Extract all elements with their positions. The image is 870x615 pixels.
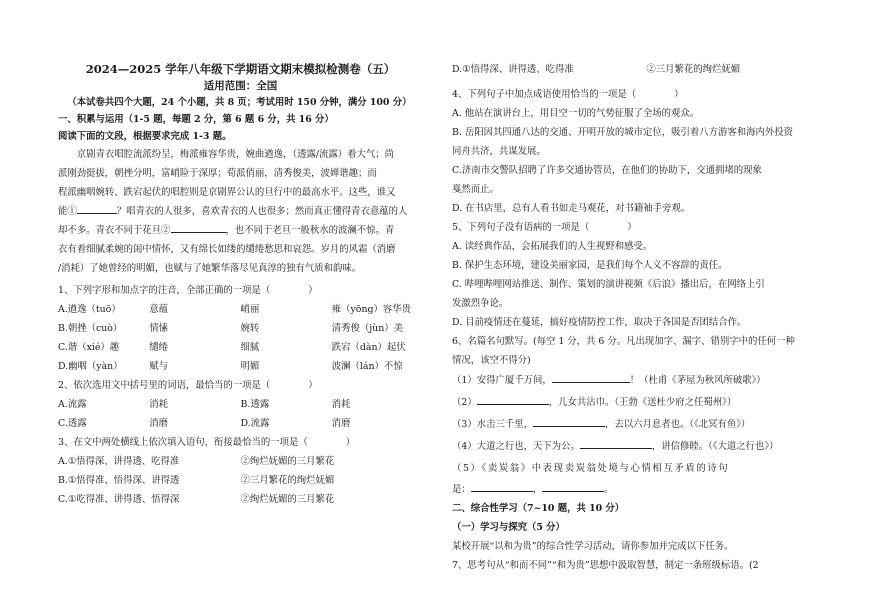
option-text: C. 哔哩哔哩网站推送、制作、策划的演讲视频《后浪》播出后，在网络上引: [452, 279, 765, 290]
option-row: [58, 471, 423, 490]
option-row: [58, 300, 423, 319]
exam-title: 2024—2025 学年八年级下学期语文期末模拟检测卷（五）: [85, 62, 396, 76]
option-text: ②三月繁花的绚烂妩媚: [240, 475, 335, 486]
section-heading-1: 一、积累与运用（1-5 题，每题 2 分，第 6 题 6 分，共 16 分）: [58, 114, 334, 125]
question-stem: 1、下列字形和加点字的注音，全部正确的一项是（: [58, 285, 271, 296]
section-heading-2: 二、综合性学习（7~10 题，共 10 分）: [452, 503, 625, 514]
item-text: ，: [532, 484, 543, 495]
answer-paren: ）: [308, 380, 318, 391]
option-label: B.朝挫（cuò）: [58, 323, 123, 334]
option-row: [58, 357, 423, 376]
option-word: 消磨: [331, 418, 351, 429]
option-text: ②绚烂妩媚的三月繁花: [240, 456, 335, 467]
question-4: [452, 85, 812, 104]
option-word: 婉转: [240, 323, 260, 334]
option-text: C.①吃得准、讲得透、悟得深: [58, 494, 180, 505]
answer-paren: ）: [627, 222, 637, 233]
recitation-blank[interactable]: [477, 393, 549, 405]
question-5: [452, 218, 812, 237]
fill-blank-1[interactable]: [77, 202, 117, 214]
subsection-heading: （一）学习与探究（5 分）: [452, 522, 565, 533]
fill-blank-2[interactable]: [171, 221, 226, 233]
option-word: 消耗: [331, 399, 351, 410]
option-text: D. 目前疫情还在蔓延，搞好疫情防控工作，取决于各国是否团结合作。: [452, 317, 747, 328]
passage-line: 派刚劲挺拔，朝挫分明，富峭险于深厚；荀派俏丽，清秀俊美，波婵谐趣；而: [58, 168, 377, 179]
option-text: C.济南市交警队招聘了许多交通协管员，在他们的协助下，交通拥堵的现象: [452, 165, 762, 176]
option-word: 消磨: [149, 418, 169, 429]
option-label: C.谐（xié）趣: [58, 342, 120, 353]
recitation-item: [452, 414, 812, 436]
item-text: ，儿女共沾巾。（王勃《送杜少府之任蜀州》）: [548, 397, 737, 408]
recitation-blank[interactable]: [580, 437, 652, 449]
option-label: D.流露: [240, 418, 270, 429]
item-text: ，去以六月息者也。（《北冥有鱼》）: [604, 419, 751, 430]
option-text: B. 岳阳因其四通八达的交通、开明开放的城市定位，吸引着八方游客和海内外投资: [452, 127, 793, 138]
passage-text: ，也不同于老旦一般秋水的波澜不惊。青: [225, 225, 395, 236]
option-word: 意蕴: [149, 304, 169, 315]
item-text: （3）水击三千里，: [452, 419, 533, 430]
recitation-item: （5）《卖炭翁》中表现卖炭翁处境与心情相互矛盾的诗句: [452, 463, 730, 474]
question-stem: 3、在文中两处横线上依次填入语句，衔接最恰当的一项是（: [58, 437, 308, 448]
option-row: [58, 414, 423, 433]
recitation-item: [452, 436, 812, 458]
passage-text: 能①: [58, 206, 77, 217]
option-word: 波澜（lán）不惊: [331, 361, 403, 372]
option-row: [58, 452, 423, 471]
option-word: 情愫: [149, 323, 169, 334]
option-text: B.①悟得准、悟得深、讲得透: [58, 475, 180, 486]
item-text: 。: [604, 484, 614, 495]
recitation-blank[interactable]: [552, 371, 630, 383]
option-label: D.幽咽（yàn）: [58, 361, 123, 372]
item-text: （4）大道之行也，天下为公。: [452, 441, 580, 452]
answer-paren: ）: [308, 285, 318, 296]
option-row: [452, 60, 812, 79]
recitation-item: [452, 392, 812, 414]
item-text: ，讲信修睦。（《大道之行也》）: [651, 441, 779, 452]
exam-note: （本试卷共四个大题，24 个小题，共 8 页；考试用时 150 分钟，满分 100 分）: [67, 97, 412, 108]
option-text: 发激烈争论。: [452, 298, 509, 309]
right-column: [452, 60, 812, 575]
question-stem: 5、下列句子没有语病的一项是（: [452, 222, 590, 233]
passage-line: 京剧青衣唱腔流派纷呈，梅派雍容华贵，婉曲遒逸，（透露/流露）着大气；尚: [76, 149, 395, 160]
question-2: [58, 376, 423, 395]
activity-intro: 某校开展“以和为贵”的综合性学习活动，请你参加并完成以下任务。: [452, 541, 734, 552]
recitation-item: [452, 370, 812, 392]
option-label: B.透露: [240, 399, 270, 410]
question-stem: 2、依次选用文中括号里的词语，最恰当的一项是（: [58, 380, 271, 391]
option-word: 细腻: [240, 342, 260, 353]
option-row: [58, 490, 423, 509]
option-text: 戛然而止。: [452, 184, 499, 195]
option-text: D.①悟得深、讲得透、吃得准: [452, 64, 574, 75]
question-6-stem: 6、名篇名句默写。(每空 1 分，共 6 分。凡出现加字、漏字、错别字中的任何一种: [452, 336, 795, 347]
option-text: ②三月繁花的绚烂妩媚: [646, 64, 741, 75]
option-word: 跌宕（dàn）起伏: [331, 342, 406, 353]
recitation-item: [452, 480, 812, 499]
question-7: 7、思考句从“和而不同”“和为贵”思想中汲取智慧，制定一条班级标语。(2: [452, 560, 759, 571]
option-word: 消耗: [149, 399, 169, 410]
passage-text: ？唱青衣的人很多，喜欢青衣的人也很多；然而真正懂得青衣意蕴的人: [116, 206, 408, 217]
item-text: （2）: [452, 397, 477, 408]
left-column: [58, 60, 423, 509]
option-word: 峭丽: [240, 304, 260, 315]
option-label: A.遒逸（tuō）: [58, 304, 121, 315]
option-row: [58, 338, 423, 357]
item-text: （1）安得广厦千万间，: [452, 375, 552, 386]
question-3: [58, 433, 423, 452]
scope: 适用范围：全国: [203, 80, 278, 92]
item-text: ！（杜甫《茅屋为秋风所破歌》）: [629, 375, 766, 386]
answer-paren: ）: [345, 437, 356, 448]
reading-instruction: 阅读下面的文段，根据要求完成 1-3 题。: [58, 131, 232, 142]
passage-line: /消耗）了她曾经的明媚，也赋与了她繁华落尽见真淳的独有气质和韵味。: [58, 263, 362, 274]
option-word: 雍（yōng）容华贵: [331, 304, 411, 315]
question-6-stem: 情况，该空不得分): [452, 355, 531, 366]
answer-paren: ）: [674, 89, 684, 100]
option-label: A.流露: [58, 399, 87, 410]
option-text: D. 在书店里，总有人看书如走马观花，对书籍袖手旁观。: [452, 203, 691, 214]
passage-line: 衣有着细腻柔婉的闺中情怀，又有绵长如缕的缱绻愁思和哀怨。岁月的风霜（消磨: [58, 244, 396, 255]
passage: [58, 145, 423, 278]
option-word: 赋与: [149, 361, 169, 372]
recitation-blank[interactable]: [542, 480, 604, 492]
option-label: C.透露: [58, 418, 87, 429]
recitation-blank[interactable]: [533, 415, 605, 427]
recitation-blank[interactable]: [471, 480, 533, 492]
item-text: 是：: [452, 484, 471, 495]
option-text: 同舟共济，共谋发展。: [452, 146, 546, 157]
option-word: 清秀俊（jùn）美: [331, 323, 403, 334]
option-word: 缱绻: [149, 342, 169, 353]
question-1: [58, 281, 423, 300]
passage-line: [58, 221, 423, 240]
option-text: A. 他站在演讲台上，用目空一切的气势征服了全场的观众。: [452, 108, 700, 119]
option-word: 明媚: [240, 361, 260, 372]
option-text: A.①悟得深、讲得透、吃得准: [58, 456, 180, 467]
option-text: A. 读经典作品，会拓展我们的人生视野和感受。: [452, 241, 653, 252]
passage-line: 程派幽咽婉转、跌宕起伏的唱腔则是京剧界公认的旦行中的最高水平。这些，谁又: [58, 187, 396, 198]
option-text: B. 保护生态环境，建设美丽家园，是我们每个人义不容辞的责任。: [452, 260, 728, 271]
option-row: [58, 319, 423, 338]
passage-line: [58, 202, 423, 221]
question-stem: 4、下列句子中加点成语使用恰当的一项是（: [452, 89, 637, 100]
option-row: [58, 395, 423, 414]
passage-text: 却不多。青衣不同于花旦②: [58, 225, 171, 236]
option-text: ②绚烂妩媚的三月繁花: [240, 494, 335, 505]
